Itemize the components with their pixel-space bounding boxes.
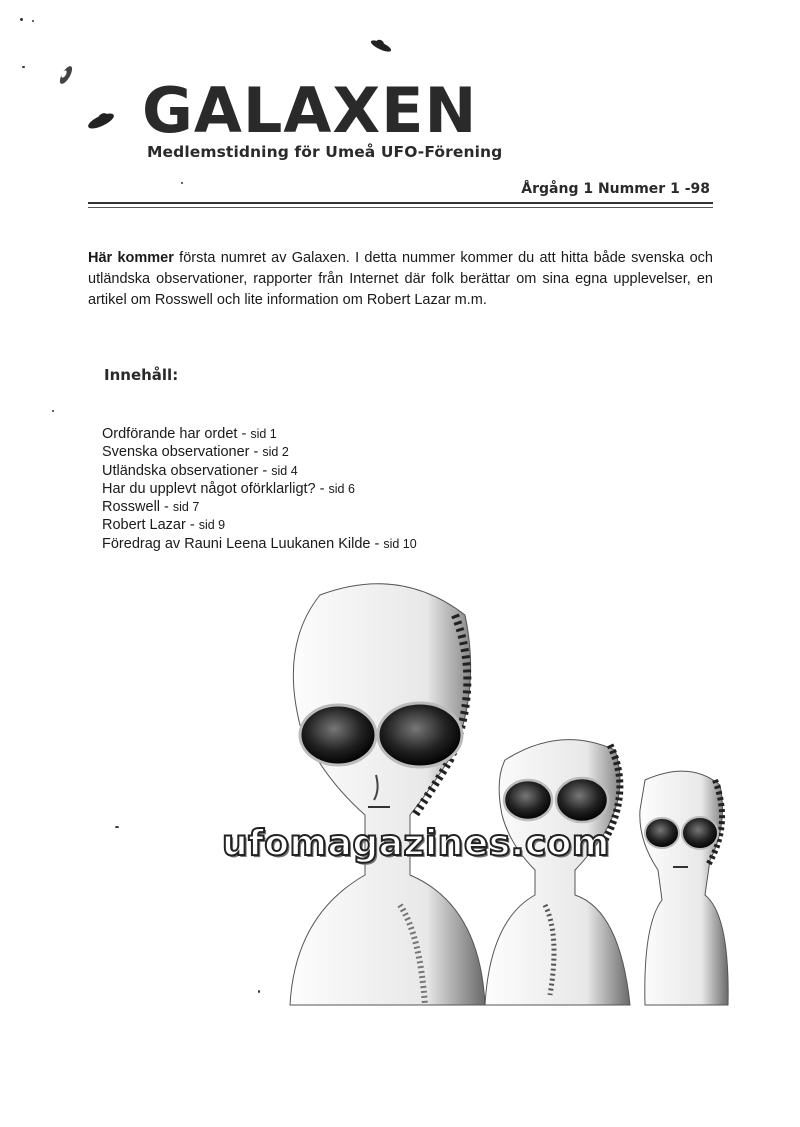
toc-item <box>102 443 417 461</box>
toc-item-title: Rosswell - <box>102 499 173 516</box>
ufo-icon <box>368 36 394 54</box>
toc-item-title: Föredrag av Rauni Leena Luukanen Kilde - <box>102 535 384 552</box>
masthead-title: GALAXEN <box>142 74 478 147</box>
intro-lead: Här kommer <box>88 250 174 266</box>
toc-item-title: Svenska observationer - <box>102 444 263 461</box>
toc-item-page: sid 2 <box>262 445 289 460</box>
toc-item-title: Ordförande har ordet - <box>102 426 251 442</box>
toc-item-page: sid 9 <box>198 518 226 533</box>
toc-item-title: Utländska observationer - <box>102 462 272 479</box>
toc-item-page: sid 10 <box>383 536 417 551</box>
masthead-subtitle: Medlemstidning för Umeå UFO-Förening <box>147 143 503 161</box>
toc-item <box>102 535 417 553</box>
table-of-contents <box>102 425 417 553</box>
intro-paragraph <box>88 248 713 311</box>
alien-small <box>640 771 728 1005</box>
toc-item <box>102 480 417 498</box>
issue-number: Årgång 1 Nummer 1 -98 <box>521 181 710 197</box>
watermark: ufomagazines.com <box>222 823 610 864</box>
toc-heading: Innehåll: <box>104 366 179 384</box>
toc-item-title: Robert Lazar - <box>102 517 199 534</box>
toc-item <box>102 425 417 443</box>
toc-item <box>102 516 417 534</box>
toc-item <box>102 498 417 516</box>
alien-middle <box>485 740 630 1005</box>
toc-item-page: sid 1 <box>250 427 277 441</box>
toc-item-page: sid 6 <box>328 481 355 496</box>
header-rule-thin <box>88 207 713 208</box>
ufo-icon <box>84 108 118 132</box>
toc-item <box>102 462 417 480</box>
intro-text: första numret av Galaxen. I detta nummer kommer du att hitta både svenska och utländska observationer, rapporter från Internet där folk berättar om sina egna upplevelser, en artikel om Rosswell och lite information om Robert Lazar m.m. <box>88 250 713 308</box>
toc-item-page: sid 7 <box>172 500 200 515</box>
header-rule <box>88 202 713 204</box>
alien-large <box>290 584 485 1005</box>
toc-item-title: Har du upplevt något oförklarligt? - <box>102 480 329 497</box>
ufo-icon <box>55 62 77 88</box>
toc-item-page: sid 4 <box>271 463 298 478</box>
aliens-illustration <box>250 575 740 1015</box>
